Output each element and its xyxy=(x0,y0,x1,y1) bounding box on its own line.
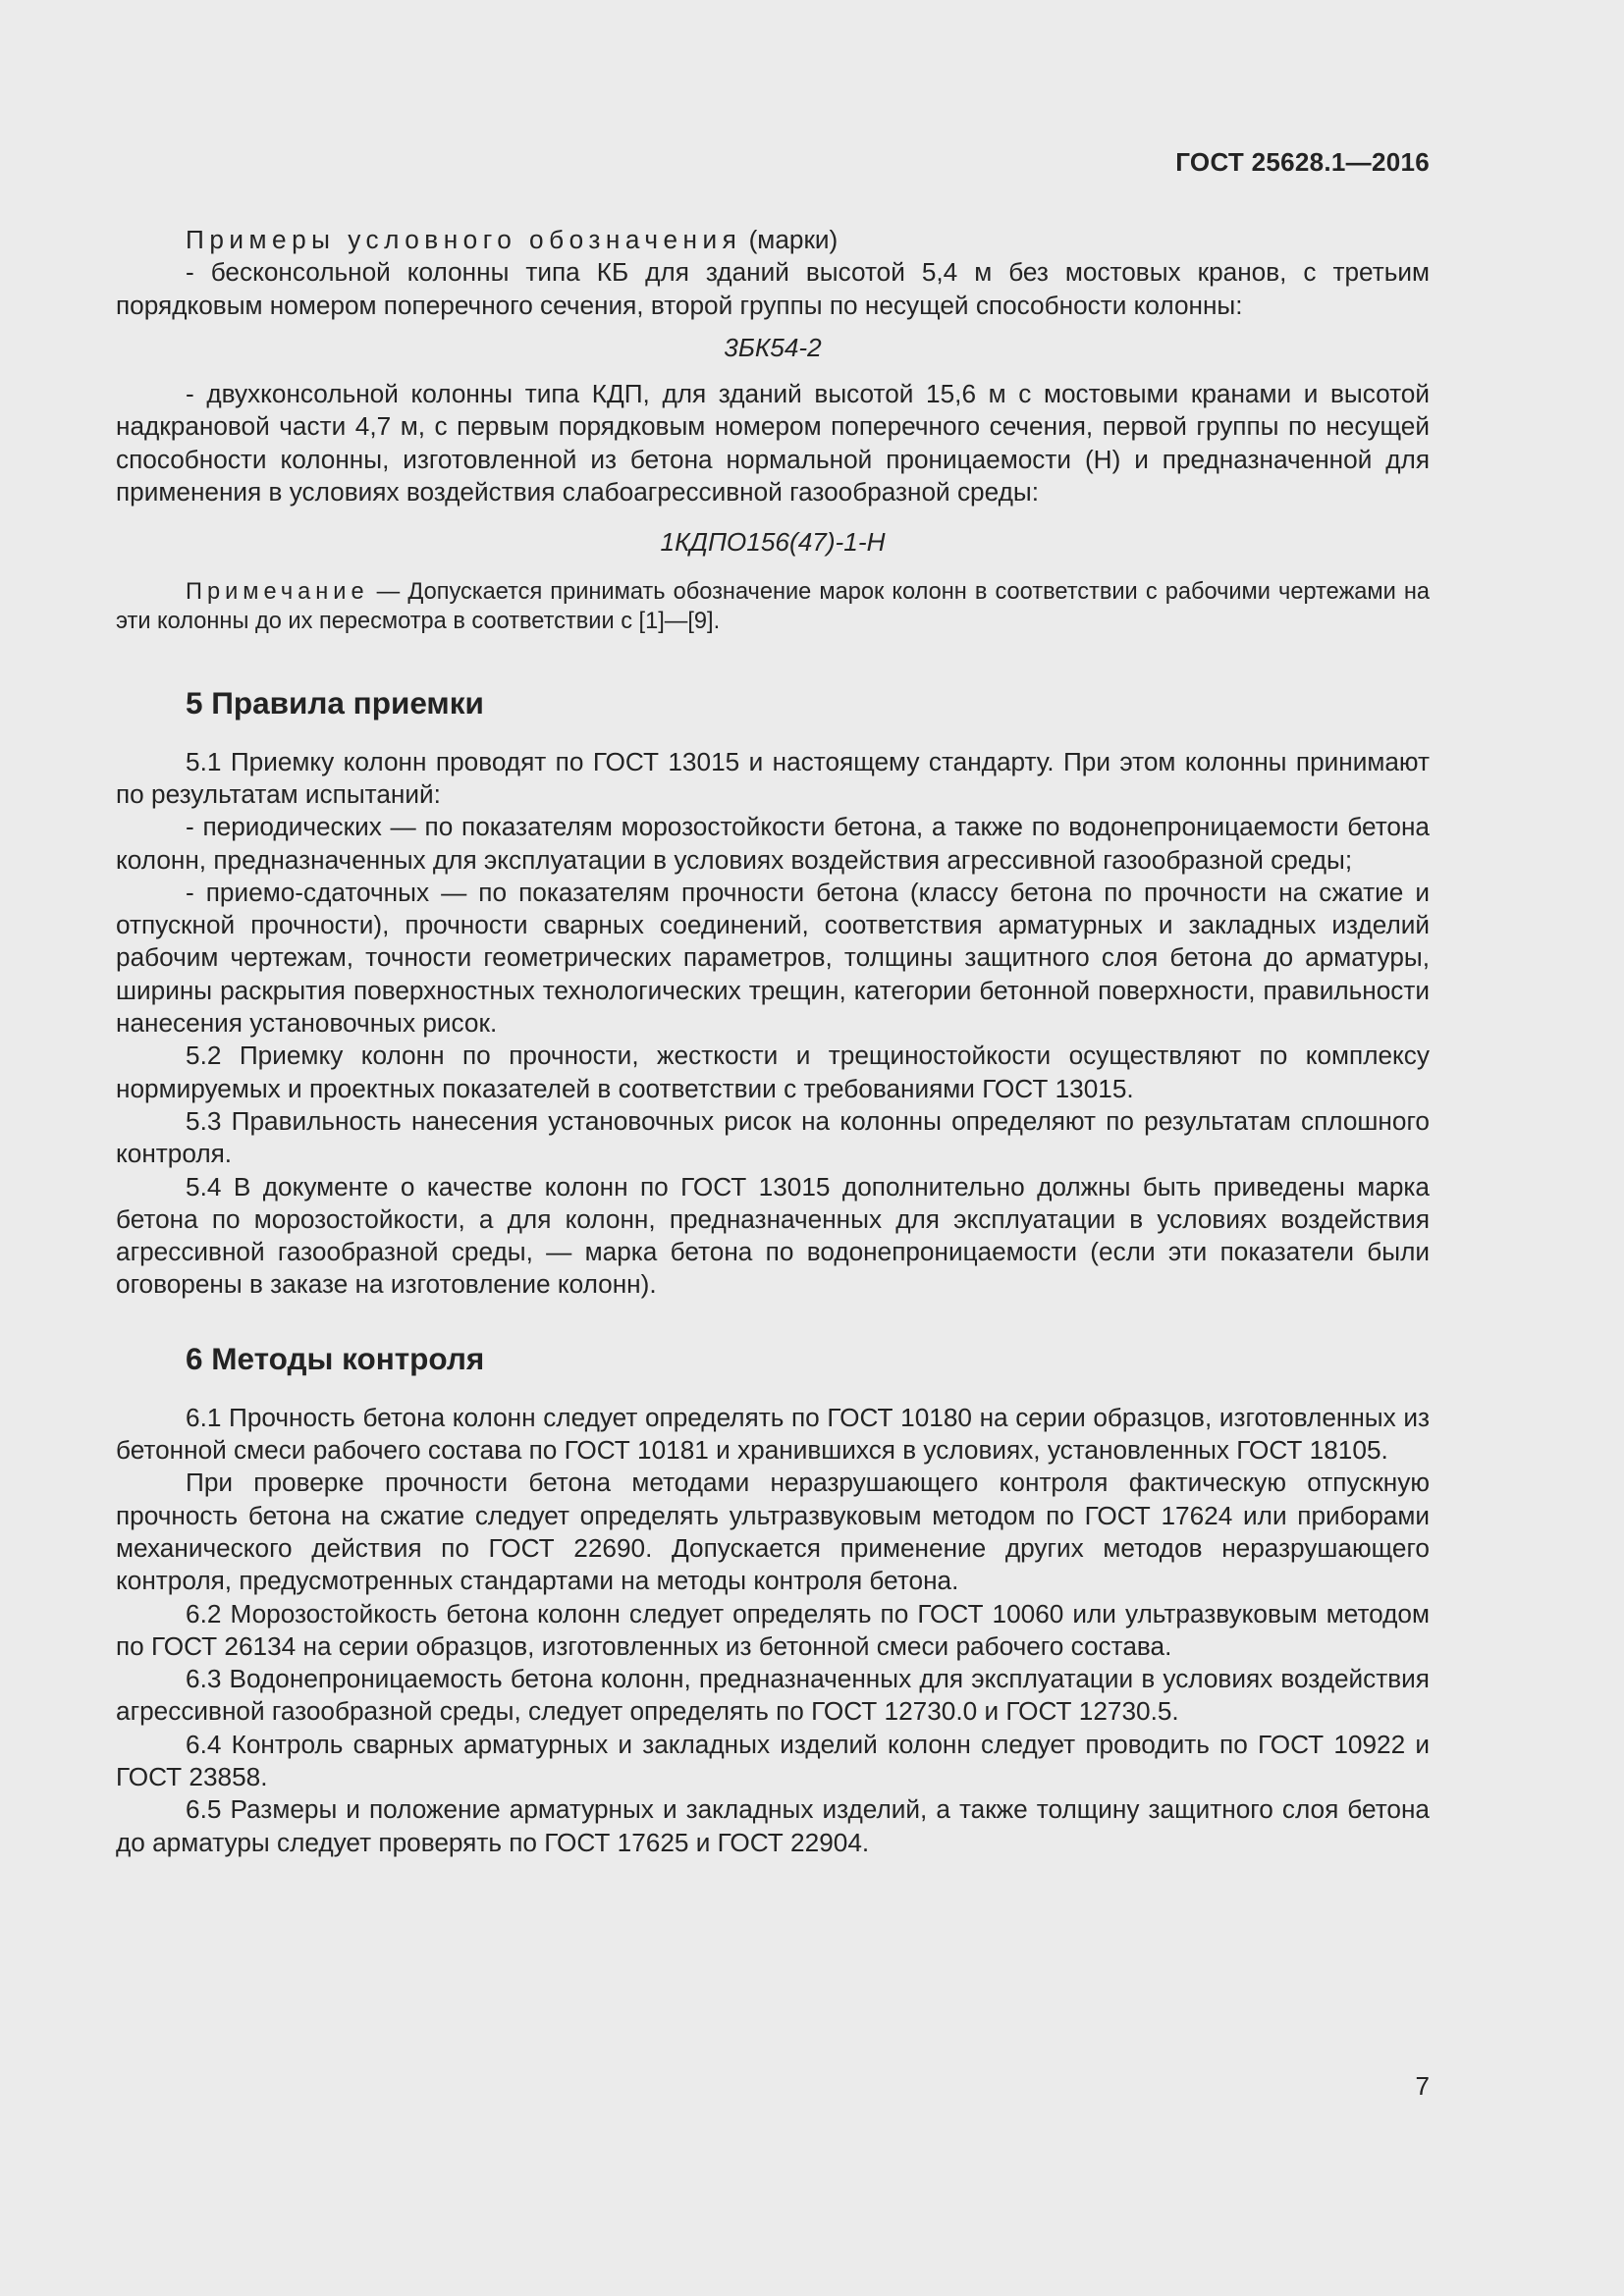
paragraph-6-3: 6.3 Водонепроницаемость бетона колонн, предназначенных для эксплуатации в условиях воздействия агрессивной газообразной среды, следует определять по ГОСТ 12730.0 и ГОСТ 12730.5. xyxy=(116,1664,1430,1727)
examples-intro-spaced: Примеры условного обозначения xyxy=(186,225,742,254)
paragraph-6-1: 6.1 Прочность бетона колонн следует определять по ГОСТ 10180 на серии образцов, изготовленных из бетонной смеси рабочего состава по ГОСТ 10181 и хранившихся в условиях, установленных ГОСТ 18105. xyxy=(116,1402,1430,1466)
page-number: 7 xyxy=(1415,2071,1430,2101)
paragraph-5-1-periodic: - периодических — по показателям морозостойкости бетона, а также по водонепроницаемости бетона колонн, предназначенных для эксплуатации в условиях воздействия агрессивной газообразной среды; xyxy=(116,812,1430,875)
paragraph-5-4: 5.4 В документе о качестве колонн по ГОСТ 13015 дополнительно должны быть приведены марка бетона по морозостойкости, а для колонн, предназначенных для эксплуатации в условиях воздействия агрессивной газообразной среды, — марка бетона по водонепроницаемости (если эти показатели были оговорены в заказе на изготовление колонн). xyxy=(116,1171,1430,1300)
examples-intro-rest: (марки) xyxy=(741,225,839,254)
note-text: — Допускается принимать обозначение марок колонн в соответствии с рабочими чертежами на эти колонны до их пересмотра в соответствии с [1]—[9]. xyxy=(116,578,1430,634)
note xyxy=(116,577,1430,636)
paragraph-6-2: 6.2 Морозостойкость бетона колонн следует определять по ГОСТ 10060 или ультразвуковым методом по ГОСТ 26134 на серии образцов, изготовленных из бетонной смеси рабочего состава. xyxy=(116,1598,1430,1661)
paragraph-6-5: 6.5 Размеры и положение арматурных и закладных изделий, а также толщину защитного слоя бетона до арматуры следует проверять по ГОСТ 17625 и ГОСТ 22904. xyxy=(116,1794,1430,1857)
paragraph-5-3: 5.3 Правильность нанесения установочных рисок на колонны определяют по результатам сплошного контроля. xyxy=(116,1105,1430,1169)
paragraph-6-4: 6.4 Контроль сварных арматурных и закладных изделий колонн следует проводить по ГОСТ 10922 и ГОСТ 23858. xyxy=(116,1729,1430,1791)
document-header: ГОСТ 25628.1—2016 xyxy=(1175,147,1430,177)
section-heading-6: 6 Методы контроля xyxy=(186,1340,485,1376)
example-item-2: - двухконсольной колонны типа КДП, для зданий высотой 15,6 м с мостовыми кранами и высотой надкрановой части 4,7 м, с первым порядковым номером поперечного сечения, первой группы по несущей способности колонны, изготовленной из бетона нормальной проницаемости (Н) и предназначенной для применения в условиях воздействия слабоагрессивной газообразной среды: xyxy=(116,379,1430,507)
paragraph-5-2: 5.2 Приемку колонн по прочности, жесткости и трещиностойкости осуществляют по комплексу нормируемых и проектных показателей в соответствии с требованиями ГОСТ 13015. xyxy=(116,1041,1430,1103)
paragraph-6-1-nondestructive: При проверке прочности бетона методами неразрушающего контроля фактическую отпускную прочность бетона на сжатие следует определять ультразвуковым методом по ГОСТ 17624 или приборами механического действия по ГОСТ 22690. Допускается применение других методов неразрушающего контроля, предусмотренных стандартами на методы контроля бетона. xyxy=(116,1468,1430,1596)
designation-example-2: 1КДПО156(47)-1-Н xyxy=(660,527,886,558)
paragraph-5-1-acceptance: - приемо-сдаточных — по показателям прочности бетона (классу бетона по прочности на сжатие и отпускной прочности), прочности сварных соединений, соответствия арматурных и закладных изделий рабочим чертежам, точности геометрических параметров, толщины защитного слоя бетона до арматуры, ширины раскрытия поверхностных технологических трещин, категории бетонной поверхности, правильности нанесения установочных рисок. xyxy=(116,877,1430,1039)
example-item-1: - бесконсольной колонны типа КБ для зданий высотой 5,4 м без мостовых кранов, с третьим порядковым номером поперечного сечения, второй группы по несущей способности колонны: xyxy=(116,257,1430,320)
examples-intro xyxy=(116,224,1430,256)
section-heading-5: 5 Правила приемки xyxy=(186,684,484,721)
note-label: Примечание xyxy=(186,578,369,605)
designation-example-1: 3БК54-2 xyxy=(724,332,822,362)
document-body xyxy=(116,224,1430,1859)
paragraph-5-1: 5.1 Приемку колонн проводят по ГОСТ 13015 и настоящему стандарту. При этом колонны принимают по результатам испытаний: xyxy=(116,746,1430,809)
